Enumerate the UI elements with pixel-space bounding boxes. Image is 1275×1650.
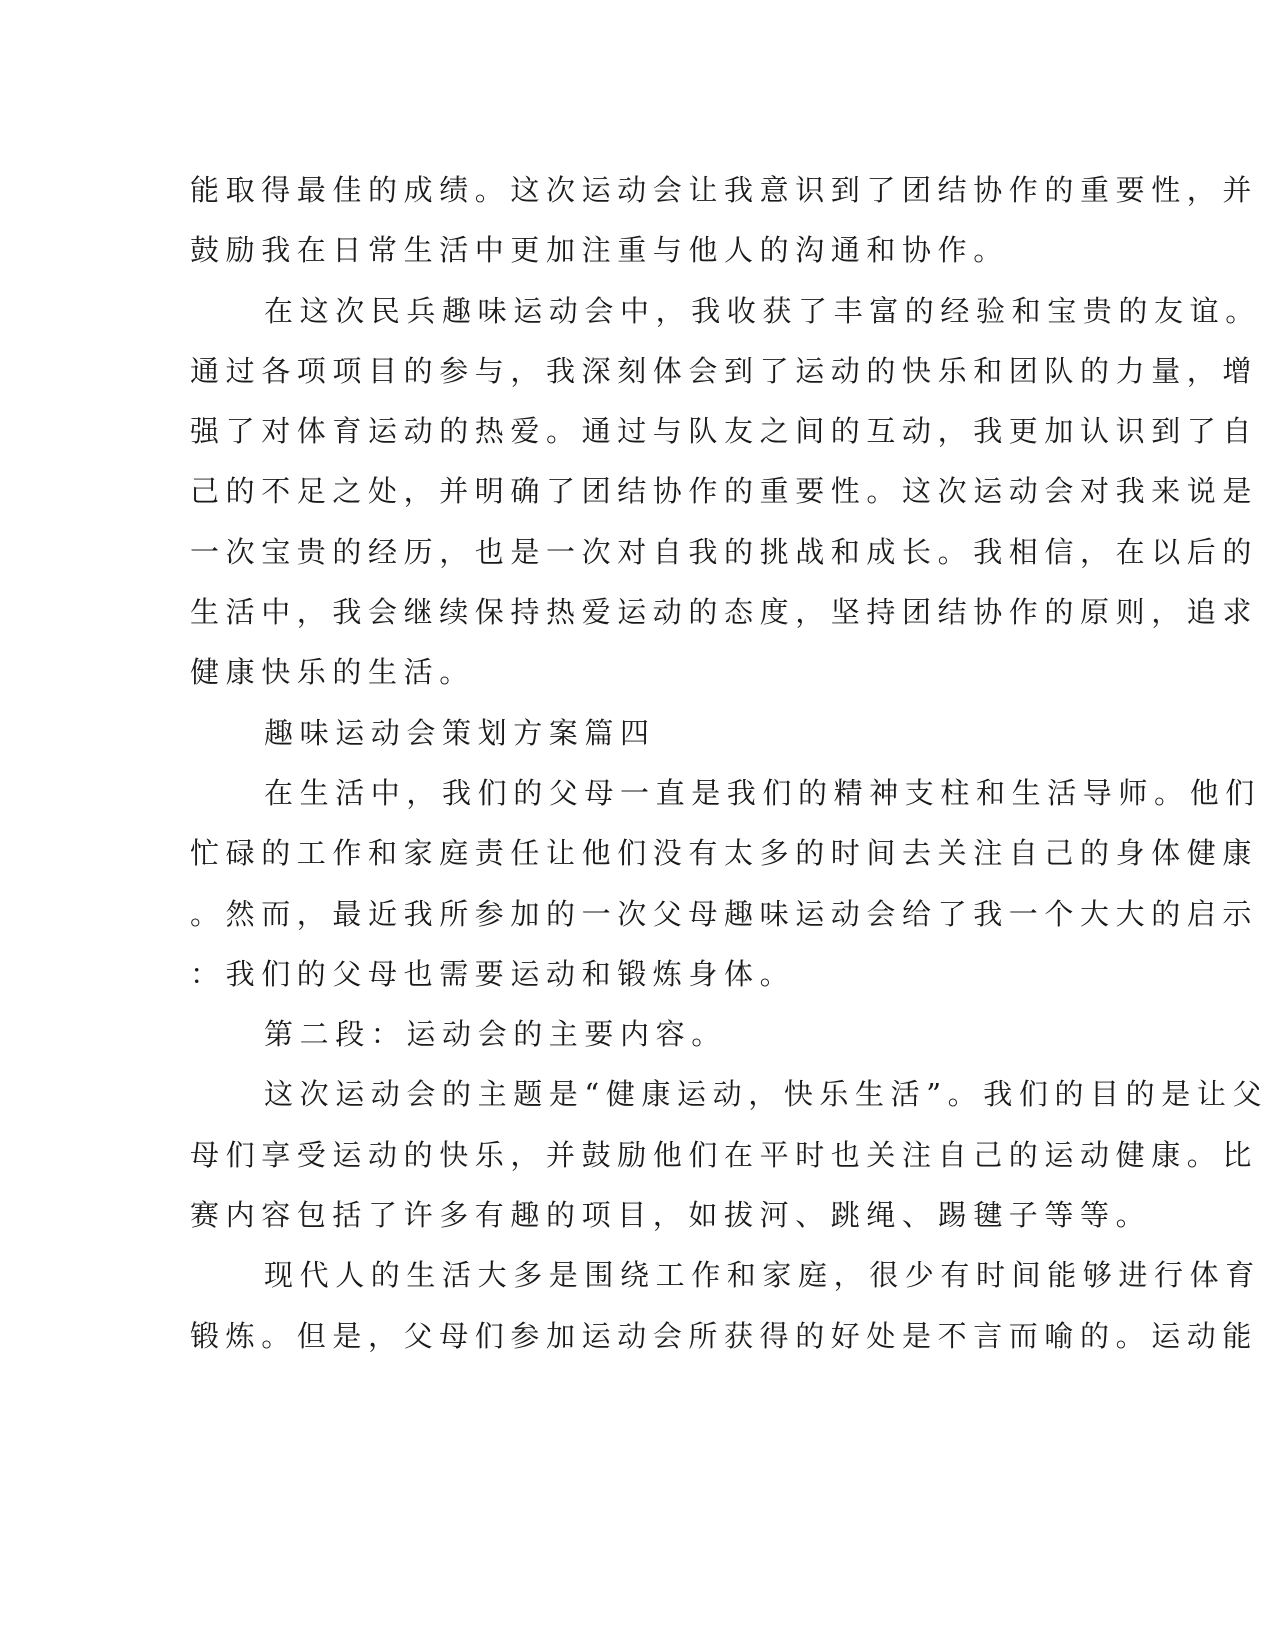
paragraph-line: 生活中，我会继续保持热爱运动的态度，坚持团结协作的原则，追求 <box>190 595 1259 630</box>
paragraph-line: 一次宝贵的经历，也是一次对自我的挑战和成长。我相信，在以后的 <box>190 534 1259 569</box>
document-body <box>190 160 1269 1366</box>
paragraph-line: 通过各项项目的参与，我深刻体会到了运动的快乐和团队的力量，增 <box>190 353 1259 388</box>
paragraph-line: 健康快乐的生活。 <box>190 655 475 690</box>
paragraph-line: 己的不足之处，并明确了团结协作的重要性。这次运动会对我来说是 <box>190 474 1259 509</box>
paragraph-line: 鼓励我在日常生活中更加注重与他人的沟通和协作。 <box>190 233 1009 268</box>
paragraph-line: 赛内容包括了许多有趣的项目，如拔河、跳绳、踢毽子等等。 <box>190 1198 1152 1233</box>
section-heading: 趣味运动会策划方案篇四 <box>264 715 656 750</box>
paragraph-line: 这次运动会的主题是“健康运动，快乐生活”。我们的目的是让父 <box>264 1077 1269 1112</box>
paragraph-line: 锻炼。但是，父母们参加运动会所获得的好处是不言而喻的。运动能 <box>190 1318 1259 1353</box>
paragraph-line: 现代人的生活大多是围绕工作和家庭，很少有时间能够进行体育 <box>264 1258 1261 1293</box>
paragraph-line: 忙碌的工作和家庭责任让他们没有太多的时间去关注自己的身体健康 <box>190 836 1259 871</box>
paragraph-line: 能取得最佳的成绩。这次运动会让我意识到了团结协作的重要性，并 <box>190 173 1259 207</box>
paragraph-line: 在生活中，我们的父母一直是我们的精神支柱和生活导师。他们 <box>264 775 1261 810</box>
paragraph-line: 在这次民兵趣味运动会中，我收获了丰富的经验和宝贵的友谊。 <box>264 293 1261 328</box>
paragraph-line: 母们享受运动的快乐，并鼓励他们在平时也关注自己的运动健康。比 <box>190 1137 1259 1172</box>
paragraph-line: 。然而，最近我所参加的一次父母趣味运动会给了我一个大大的启示 <box>190 896 1259 931</box>
paragraph-line: ：我们的父母也需要运动和锻炼身体。 <box>190 956 796 991</box>
paragraph-line: 强了对体育运动的热爱。通过与队友之间的互动，我更加认识到了自 <box>190 414 1259 449</box>
section-heading: 第二段：运动会的主要内容。 <box>264 1017 727 1052</box>
